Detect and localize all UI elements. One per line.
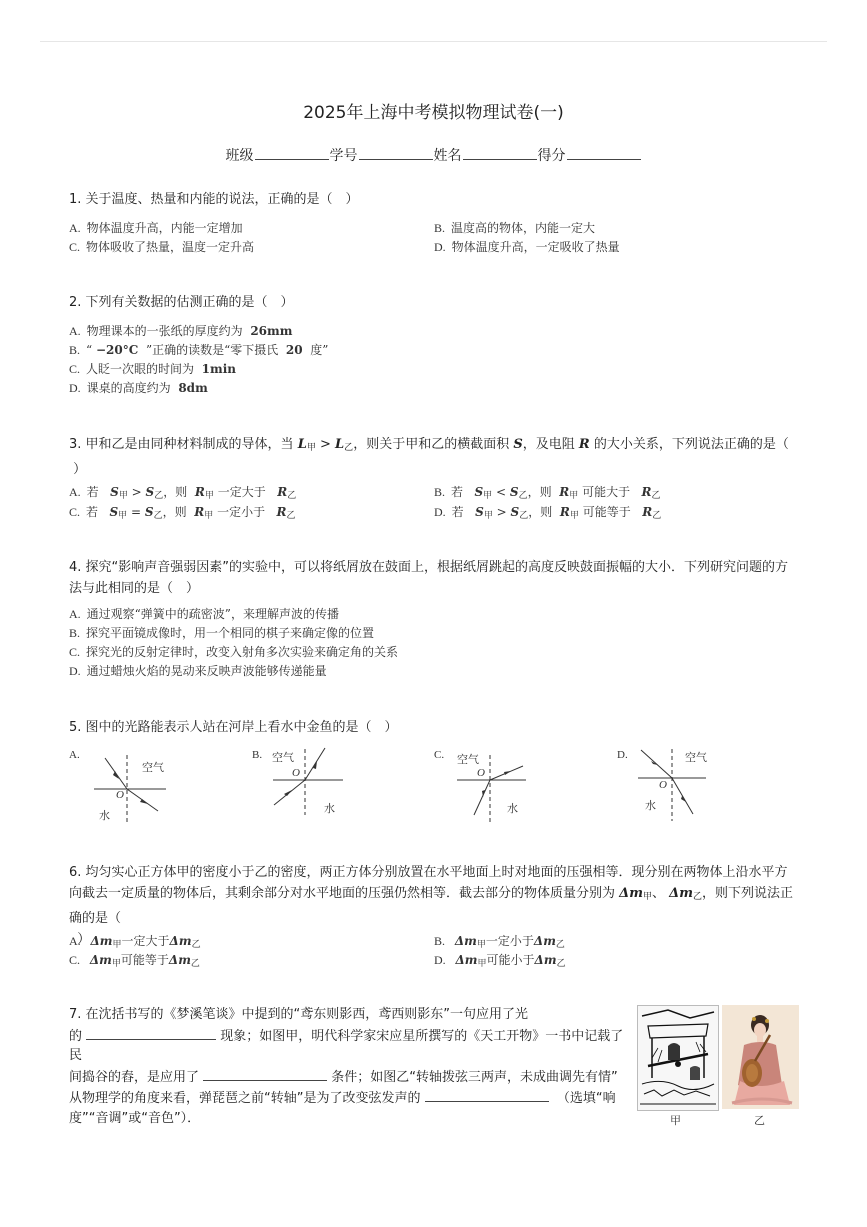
question-4-stem: 4. 探究“影响声音强弱因素”的实验中，可以将纸屑放在鼓面上，根据纸屑跳起的高度反映鼓面振幅的大小．下列研究问题的方法与此相同的是（ ） — [69, 560, 789, 596]
question-1-stem: 1. 关于温度、热量和内能的说法，正确的是（ ） — [69, 192, 359, 207]
question-3-stem: 3. 甲和乙是由同种材料制成的导体，当 $L_甲 > L_乙$，则关于甲和乙的横截面积 S，及电阻 R 的大小关系，下列说法正确的是（ ） — [69, 437, 789, 477]
q3-option-d[interactable]: D. 若 $S_甲 > S_乙$，则 $R_甲$ 可能等于 $R_乙$ — [434, 505, 662, 521]
q2-option-a[interactable]: A. 物理课本的一张纸的厚度约为 26mm — [69, 324, 293, 338]
page-top-rule — [40, 41, 827, 42]
q7-answer-blank-3[interactable] — [425, 1087, 549, 1102]
question-2 — [69, 292, 799, 313]
q5-c-ray-diagram — [434, 745, 544, 825]
id-label: 学号 — [329, 148, 358, 164]
id-blank[interactable] — [359, 146, 433, 160]
question-7-stem: 7. 在沈括书写的《梦溪笔谈》中提到的“鸢东则影西，鸢西则影东”一句应用了光 的 现象；如图甲，明代科学家宋应星所撰写的《天工开物》一书中记载了民 间捣谷的舂，是应用了 条件；如图乙“转轴拨弦三两声，未成曲调先有情” 从物理学的角度来看，弹琵琶之前“转轴”是为了改变弦发声的 （选填“响 度”“音调”或“音色”）． — [69, 1007, 624, 1126]
question-6-stem: 6. 均匀实心正方体甲的密度小于乙的密度，两正方体分别放置在水平地面上时对地面的压强相等．现分别在两物体上沿水平方向截去一定质量的物体后，其剩余部分对水平地面的压强仍然相等．截去部分的物体质量分别为 $\Delta m_甲$、 $\Delta m_乙$，则下列说法正确的是（ ） — [69, 865, 794, 947]
rice-pounder-illustration — [638, 1006, 718, 1110]
q5-option-d[interactable]: D. 空气 O 水 — [617, 745, 727, 825]
page-title: 2025年上海中考模拟物理试卷(一) — [303, 103, 564, 123]
q2-option-d[interactable]: D. 课桌的高度约为 8dm — [69, 381, 208, 395]
q4-option-b[interactable]: B. 探究平面镜成像时，用一个相同的棋子来确定像的位置 — [69, 626, 375, 640]
q3-option-b[interactable]: B. 若 $S_甲 < S_乙$，则 $R_甲$ 可能大于 $R_乙$ — [434, 485, 661, 501]
q1-option-c[interactable]: C. 物体吸收了热量，温度一定升高 — [69, 240, 255, 254]
q7-answer-blank-2[interactable] — [203, 1066, 327, 1081]
figure-jia-caption: 甲 — [670, 1114, 681, 1127]
q4-option-d[interactable]: D. 通过蜡烛火焰的晃动来反映声波能够传递能量 — [69, 664, 327, 678]
q2-option-b[interactable]: B. “ −20°C ”正确的读数是“零下摄氏 20 度” — [69, 343, 329, 357]
question-3 — [69, 434, 799, 480]
q5-d-ray-diagram — [617, 745, 727, 825]
q5-option-b[interactable]: B. 空气 O 水 — [252, 745, 362, 825]
q3-option-a[interactable]: A. 若 $S_甲 > S_乙$，则 $R_甲$ 一定大于 $R_乙$ — [69, 485, 297, 501]
q5-option-a[interactable]: A. 空气 O 水 — [69, 745, 179, 825]
q3-option-c[interactable]: C. 若 $S_甲 = S_乙$，则 $R_甲$ 一定小于 $R_乙$ — [69, 505, 296, 521]
q6-option-d[interactable]: D. $\Delta m_甲$可能小于$\Delta m_乙$ — [434, 953, 566, 969]
pipa-player-illustration — [722, 1005, 799, 1109]
q6-option-b[interactable]: B. $\Delta m_甲$一定小于$\Delta m_乙$ — [434, 934, 565, 950]
question-1 — [69, 189, 799, 210]
score-label: 得分 — [537, 148, 566, 164]
q5-option-c[interactable]: C. 空气 O 水 — [434, 745, 544, 825]
figure-yi-caption: 乙 — [754, 1114, 765, 1127]
name-blank[interactable] — [463, 146, 537, 160]
q1-option-a[interactable]: A. 物体温度升高，内能一定增加 — [69, 221, 243, 235]
q1-option-d[interactable]: D. 物体温度升高，一定吸收了热量 — [434, 240, 620, 254]
class-label: 班级 — [225, 148, 254, 164]
q6-option-a[interactable]: A. $\Delta m_甲$一定大于$\Delta m_乙$ — [69, 934, 201, 950]
figure-jia-woodcut — [637, 1005, 719, 1111]
score-blank[interactable] — [567, 146, 641, 160]
question-5-stem: 5. 图中的光路能表示人站在河岸上看水中金鱼的是（ ） — [69, 720, 398, 735]
q6-option-c[interactable]: C. $\Delta m_甲$可能等于$\Delta m_乙$ — [69, 953, 200, 969]
question-5 — [69, 717, 799, 738]
question-4 — [69, 557, 799, 599]
question-7 — [69, 1005, 629, 1128]
class-blank[interactable] — [255, 146, 329, 160]
q1-option-b[interactable]: B. 温度高的物体，内能一定大 — [434, 221, 596, 235]
name-label: 姓名 — [433, 148, 462, 164]
q4-option-a[interactable]: A. 通过观察“弹簧中的疏密波”，来理解声波的传播 — [69, 607, 339, 621]
question-2-stem: 2. 下列有关数据的估测正确的是（ ） — [69, 295, 294, 310]
figure-yi-pipa-player — [722, 1005, 799, 1109]
q2-option-c[interactable]: C. 人眨一次眼的时间为 1min — [69, 362, 237, 376]
student-info-line — [0, 145, 867, 165]
q7-answer-blank-1[interactable] — [86, 1025, 216, 1040]
q4-option-c[interactable]: C. 探究光的反射定律时，改变入射角多次实验来确定角的关系 — [69, 645, 399, 659]
q5-a-ray-diagram — [69, 745, 179, 825]
q5-b-ray-diagram — [252, 745, 362, 825]
